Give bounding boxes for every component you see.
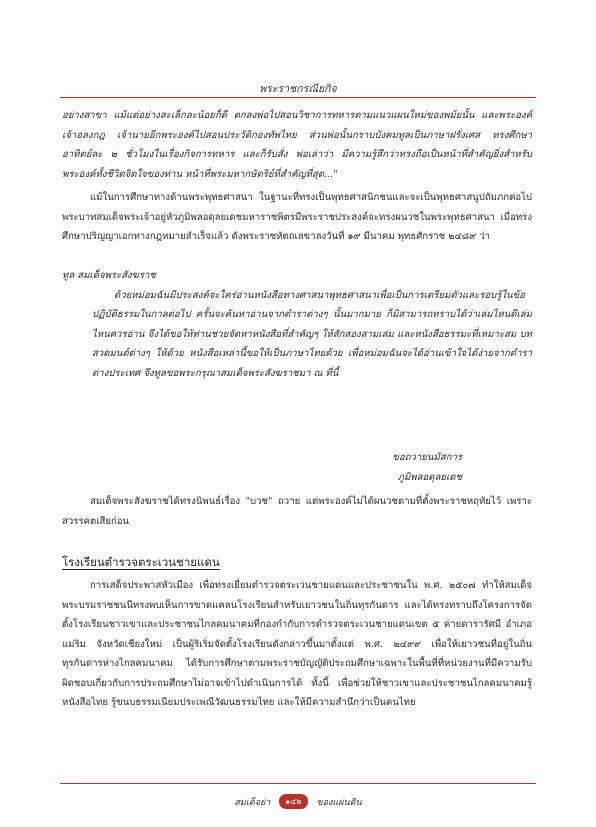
letter-salutation: ทูล สมเด็จพระสังฆราช bbox=[62, 270, 156, 281]
letter-closing-2: ภูมิพลอดุลยเดช bbox=[397, 471, 462, 483]
quote-block bbox=[62, 106, 532, 184]
letter-closing bbox=[62, 448, 532, 487]
royal-letter bbox=[62, 266, 532, 383]
letter-body: ด้วยหม่อมฉันมีประสงค์จะใคร่อ่านหนังสือทางศาสนาพุทธศาสนาเพื่อเป็นการเตรียมตัวและรอบรู้ในข้อปฏิบัติธรรมในกาลต่อไป ครั้นจะค้นหาอ่านจากตำราต่างๆ นั้นมากมาย ก็มิสามารถทราบได้ว่าเล่มไหนดีเล่มไหนควรอ่าน จึงได้ขอให้ท่านช่วยจัดหาหนังสือที่สำคัญๆ ให้สักสองสามเล่ม และหนังสือธรรมะที่เหมาะสม บทสวดมนต์ต่างๆ ให้ด้วย หนังสือเหล่านี้ขอให้เป็นภาษาไทยด้วย เพื่อหม่อมฉันจะได้อ่านเข้าใจได้ง่ายจากตำราต่างประเทศ จึงทูลขอพระกรุณาสมเด็จพระสังฆราชมา ณ ที่นี้ bbox=[92, 289, 532, 379]
page-number: ๑๔๒ bbox=[279, 794, 307, 809]
paragraph-1 bbox=[62, 188, 532, 247]
paragraph-2 bbox=[62, 492, 532, 531]
footer-right-text: ของแผ่นดิน bbox=[316, 797, 362, 808]
footer-left-text: สมเด็จย่า bbox=[234, 797, 271, 808]
running-title: พระราชกรณียกิจ bbox=[259, 83, 337, 95]
section-title: โรงเรียนตำรวจตระเวนชายแดน bbox=[62, 555, 220, 569]
letter-closing-1: ขอถวายนมัสการ bbox=[392, 452, 462, 463]
footer-rule bbox=[60, 783, 536, 784]
section-body bbox=[62, 576, 532, 713]
quote-text: อย่างสาขา แม้แต่อย่างละเล็กละน้อยก็ดี ตกลงพ่อไปสอนวิชาการทหารตามแนวแผนใหม่ของพม้ยนั้น และพระองค์เจ้าอลงกฎ เจ้านายอีกพระองค์ไปสอนประวัติกองทัพไทย ส่วนพ่อนั้นกราบบังคมทูลเป็นภาษาฝรั่งเศส ทรงศึกษาอาทิตย์ละ ๒ ชั่วโมงในเรื่องกิจการทหาร และก็รับสั่ง พ่อเล่าว่า มีความรู้สึกว่าทรงถือเป็นหน้าที่สำคัญยิ่งสำหรับพระองค์ทั้งชีวิตจิตใจของท่าน หน้าที่พระมหากษัตริย์ที่สำคัญที่สุด..." bbox=[62, 110, 532, 180]
section-paragraph: การเสด็จประพาสหัวเมือง เพื่อทรงเยี่ยมตำรวจตระเวนชายแดนและประชาชนใน พ.ศ. ๒๕๐๗ ทำให้สมเด็จพระบรมราชชนนีทรงพบเห็นการขาดแคลนโรงเรียนสำหรับเยาวชนในถิ่นทุรกันดาร และได้ทรงทราบถึงโครงการจัดตั้งโรงเรียนชาวเขาและประชาชนไกลคมนาคมที่กองกำกับการตำรวจตระเวนชายแดนเขต ๕ ค่ายดารารัศมี อำเภอแม่ริม จังหวัดเชียงใหม่ เป็นผู้ริเริ่มจัดตั้งโรงเรียนดังกล่าวขึ้นมาตั้งแต่ พ.ศ. ๒๔๙๙ เพื่อให้เยาวชนที่อยู่ในถิ่นทุรกันดารห่างไกลคมนาคม ได้รับการศึกษาตามพระราชบัญญัติประถมศึกษาเฉพาะในพื้นที่ที่หน่วยงานที่มีความรับผิดชอบเกี่ยวกับการประถมศึกษาไม่อาจเข้าไปดำเนินการได้ ทั้งนี้ เพื่อช่วยให้ชาวเขาและประชาชนไกลคมนาคมรู้หนังสือไทย รู้ขนบธรรมเนียมประเพณีวัฒนธรรมไทย และให้มีความสำนึกว่าเป็นคนไทย bbox=[62, 580, 532, 708]
paragraph-1-text: แม้ในการศึกษาทางด้านพระพุทธศาสนา ในฐานะที่ทรงเป็นพุทธศาสนิกชนและจะเป็นพุทธศาสนูปถัมภกต่อไป พระบาทสมเด็จพระเจ้าอยู่หัวภูมิพลอดุลยเดชมหาราชพิตรมีพระราชประสงค์จะทรงผนวชในพระพุทธศาสนา เมื่อทรงศึกษาปริญญาเอกทางกฎหมายสำเร็จแล้ว ดังพระราชหัตถเลขาลงวันที่ ๑๙ มีนาคม พุทธศักราช ๒๔๘๙ ว่า bbox=[62, 192, 532, 242]
header-rule bbox=[60, 97, 536, 98]
paragraph-2-text: สมเด็จพระสังฆราชได้ทรงนิพนธ์เรื่อง "บวช" ถวาย แต่พระองค์ไม่ได้ผนวชตามที่ตั้งพระราชหฤทัยไว้ เพราะสวรรคตเสียก่อน bbox=[62, 496, 532, 527]
page-footer bbox=[0, 794, 596, 809]
